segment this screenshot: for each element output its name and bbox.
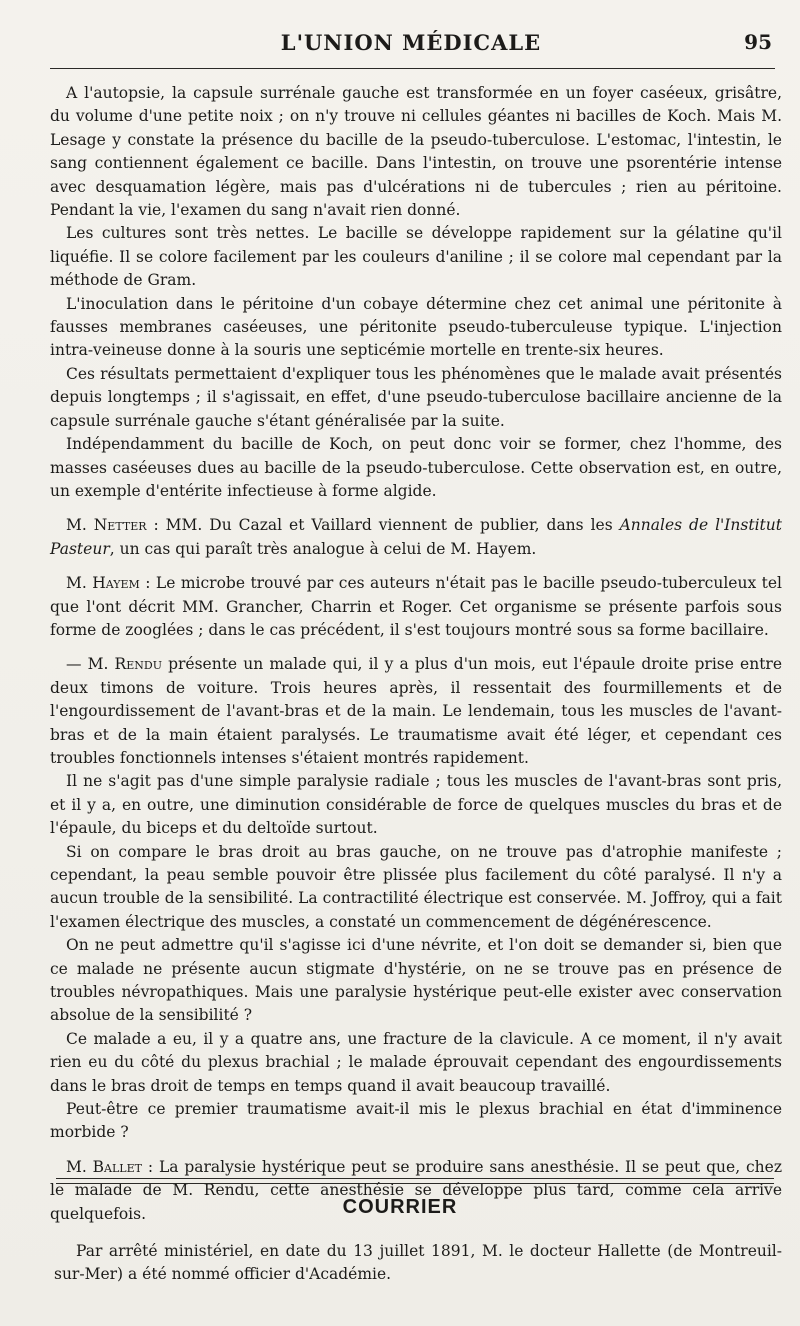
paragraph-text: : La paralysie hystérique peut se produire sans anesthésie. Il se peut que, chez le malade de M. Rendu, cette anesthésie se développe plus tard, comme cela arrive quelquefois. [50,1157,782,1223]
paragraph: Les cultures sont très nettes. Le bacille se développe rapidement sur la gélatine qu'il liquéfie. Il se colore facilement par les couleurs d'aniline ; il se colore mal cependant par la méthode de Gram. [50,224,782,290]
speaker-name: M. Hayem [66,574,140,593]
page-number: 95 [744,30,772,54]
section-divider [56,1178,774,1184]
paragraph: Il ne s'agit pas d'une simple paralysie radiale ; tous les muscles de l'avant-bras sont pris, et il y a, en outre, une diminution considérable de force de quelques muscles du bras et de l'épaule, du biceps et du deltoïde surtout. [50,772,782,838]
paragraph: On ne peut admettre qu'il s'agisse ici d'une névrite, et l'on doit se demander si, bien que ce malade ne présente aucun stigmate d'hystérie, on ne se trouve pas en présence de troubles névropathiques. Mais une paralysie hystérique peut-elle exister avec conservation absolue de la sensibilité ? [50,936,782,1025]
paragraph: Si on compare le bras droit au bras gauche, on ne trouve pas d'atrophie manifeste ; cependant, la peau semble pouvoir être plissée plus facilement du côté paralysé. Il n'y a aucun trouble de la sensibilité. La contractilité électrique est conservée. M. Joffroy, qui a fait l'examen électrique des muscles, a constaté un commencement de dégénérescence. [50,842,782,931]
paragraph: Peut-être ce premier traumatisme avait-il mis le plexus brachial en état d'imminence morbide ? [50,1100,782,1142]
journal-title: Annales de l'Institut Pasteur [50,516,782,558]
paragraph: L'inoculation dans le péritoine d'un cobaye détermine chez cet animal une péritonite à fausses membranes caséeuses, une péritonite pseudo-tuberculeuse typique. L'injection intra-veineuse donne à la souris une septicémie mortelle en trente-six heures. [50,294,782,360]
speaker-name: M. Ballet [66,1157,142,1176]
dash-lead: — M. [66,655,115,674]
paragraph: Ces résultats permettaient d'expliquer tous les phénomènes que le malade avait présentés depuis longtemps ; il s'agissait, en effet, d'une pseudo-tuberculose bacillaire ancienne de la capsule surrénale gauche s'étant généralisée par la suite. [50,364,782,430]
paragraph-text: : MM. Du Cazal et Vaillard viennent de publier, dans les [146,516,620,535]
courrier-paragraph: Par arrêté ministériel, en date du 13 juillet 1891, M. le docteur Hallette (de Montreuil-sur-Mer) a été nommé officier d'Académie. [54,1242,782,1284]
page-header [50,30,772,60]
courrier-body [54,1240,782,1287]
paragraph: Ce malade a eu, il y a quatre ans, une fracture de la clavicule. A ce moment, il n'y avait rien eu du côté du plexus brachial ; le malade éprouvait cependant des engourdissements dans le bras droit de temps en temps quand il avait beaucoup travaillé. [50,1029,782,1095]
header-rule [50,68,775,69]
paragraph: A l'autopsie, la capsule surrénale gauche est transformée en un foyer caséeux, grisâtre, du volume d'une petite noix ; on n'y trouve ni cellules géantes ni bacilles de Koch. Mais M. Lesage y constate la présence du bacille de la pseudo-tuberculose. L'estomac, l'intestin, le sang contiennent également ce bacille. Dans l'intestin, on trouve une psorentérie intense avec desquamation légère, mais pas d'ulcérations ni de tubercules ; rien au péritoine. Pendant la vie, l'examen du sang n'avait rien donné. [50,84,782,220]
paragraph-text: , un cas qui paraît très analogue à celui de M. Hayem. [109,539,537,558]
paragraph-netter [50,514,782,561]
speaker-name: Rendu [114,655,162,674]
article-body [50,82,782,1226]
paragraph-rendu [50,653,782,770]
section-title-courrier: COURRIER [342,1196,458,1218]
speaker-name: M. Netter [66,516,147,535]
paragraph-hayem [50,572,782,642]
paragraph-text: : Le microbe trouvé par ces auteurs n'était pas le bacille pseudo-tuberculeux tel que l'ont décrit MM. Grancher, Charrin et Roger. Cet organisme se présente parfois sous forme de zooglées ; dans le cas précédent, il s'est toujours montré sous sa forme bacillaire. [50,574,782,639]
running-title: L'UNION MÉDICALE [280,30,542,55]
paragraph-text: présente un malade qui, il y a plus d'un mois, eut l'épaule droite prise entre deux timons de voiture. Trois heures après, il ressentait des fourmillements et de l'engourdissement de l'avant-bras et de la main. Le lendemain, tous les muscles de l'avant-bras et de la main étaient paralysés. Le traumatisme avait été léger, et cependant ces troubles fonctionnels intenses s'étaient montrés rapidement. [50,655,782,767]
paragraph: Indépendamment du bacille de Koch, on peut donc voir se former, chez l'homme, des masses caséeuses dues au bacille de la pseudo-tuberculose. Cette observation est, en outre, un exemple d'entérite infectieuse à forme algide. [50,435,782,500]
